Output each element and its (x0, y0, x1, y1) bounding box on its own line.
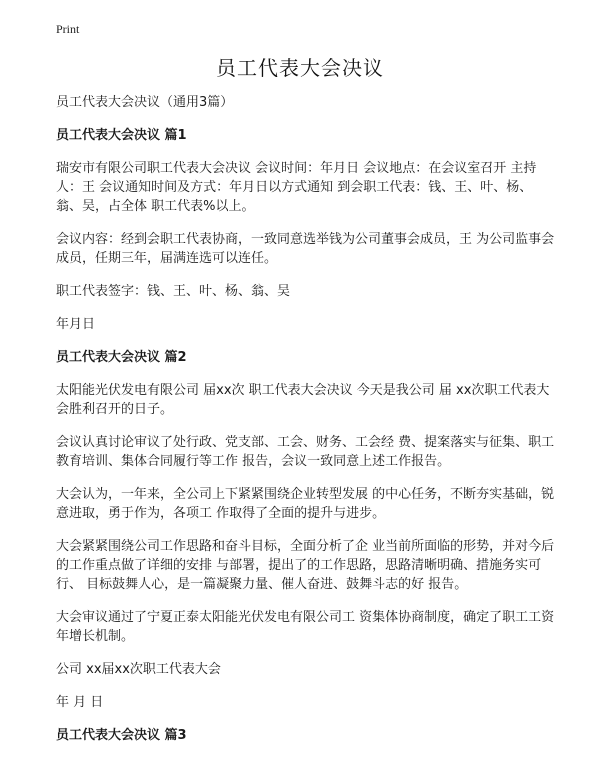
paragraph: 会议认真讨论审议了处行政、党支部、工会、财务、工会经 费、提案落实与征集、职工教育培训、集体合同履行等工作 报告，会议一致同意上述工作报告。 (56, 435, 555, 469)
signature-line: 公司 xx届xx次职工代表大会 (56, 662, 221, 677)
section-heading-1: 员工代表大会决议 篇1 (56, 128, 187, 143)
section-heading-2: 员工代表大会决议 篇2 (56, 350, 187, 365)
date-line: 年月日 (56, 317, 96, 332)
paragraph: 会议内容：经到会职工代表协商，一致同意选举钱为公司董事会成员，王 为公司监事会成员，任期三年，届满连选可以连任。 (56, 232, 555, 266)
section-heading-3: 员工代表大会决议 篇3 (56, 728, 187, 743)
date-line: 年 月 日 (56, 695, 104, 710)
document-title: 员工代表大会决议 (216, 56, 384, 80)
paragraph: 大会紧紧围绕公司工作思路和奋斗目标，全面分析了企 业当前所面临的形势，并对今后的工作重点做了详细的安排 与部署，提出了的工作思路，思路清晰明确、措施务实可行、 目标鼓舞人心，是一篇凝聚力量、催人奋进、鼓舞斗志的好 报告。 (56, 539, 555, 592)
paragraph: 太阳能光伏发电有限公司 届xx次 职工代表大会决议 今天是我公司 届 xx次职工代表大会胜利召开的日子。 (56, 383, 550, 417)
paragraph: 大会审议通过了宁夏正泰太阳能光伏发电有限公司工 资集体协商制度，确定了职工工资年增长机制。 (56, 610, 555, 644)
paragraph: 瑞安市有限公司职工代表大会决议 会议时间：年月日 会议地点：在会议室召开 主持人：王 会议通知时间及方式：年月日以方式通知 到会职工代表：钱、王、叶、杨、翁、吴，占全体 职工代表%以上。 (56, 161, 537, 214)
signature-line: 职工代表签字：钱、王、叶、杨、翁、吴 (56, 284, 291, 299)
document-subtitle: 员工代表大会决议（通用3篇） (56, 95, 234, 110)
document-body (56, 93, 556, 759)
print-label: Print (56, 22, 80, 36)
paragraph: 大会认为，一年来，全公司上下紧紧围绕企业转型发展 的中心任务，不断夯实基础，锐意进取，勇于作为，各项工 作取得了全面的提升与进步。 (56, 487, 555, 521)
